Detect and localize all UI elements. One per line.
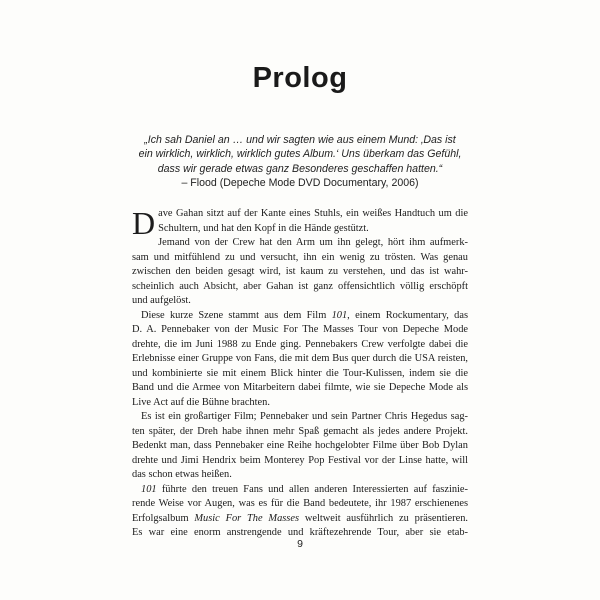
- text-line: Es ist ein großartiger Film; Pennebaker und sein Partner Chris Hegedus sag-: [141, 411, 468, 422]
- epigraph: [120, 133, 480, 191]
- film-title: 101: [141, 483, 157, 495]
- text-line: drehte und Jimi Hendrix beim Monterey Pop Festival vor der Linse hatte, will: [132, 454, 468, 466]
- paragraph: [132, 483, 468, 541]
- text-line: Schultern, und hat den Kopf in die Hände gestützt.: [158, 222, 369, 234]
- paragraph: [132, 410, 468, 483]
- text-line: Erlebnisse einer Gruppe von Fans, die mit dem Bus quer durch die USA reisten,: [132, 353, 468, 364]
- text-line: Live Act auf die Bühne brachten.: [132, 396, 270, 408]
- text-line: Jemand von der Crew hat den Arm um ihn gelegt, hört ihm aufmerk-: [158, 237, 468, 248]
- text-line: zwischen den beiden gesagt wird, ist kaum zu verstehen, und das ist wahr-: [132, 266, 468, 277]
- text-line: scheinlich auch Absicht, aber Gahan ist ganz offensichtlich völlig erschöpft: [132, 280, 468, 292]
- epigraph-source: – Flood (Depeche Mode DVD Documentary, 2006): [181, 177, 419, 190]
- album-title: Music For The Masses: [194, 512, 300, 524]
- text-line: D. A. Pennebaker von der Music For The Masses Tour von Depeche Mode: [132, 324, 468, 335]
- film-title: 101: [331, 309, 348, 321]
- text-line: [132, 483, 468, 498]
- epigraph-line: dass wir gerade etwas ganz Besonderes geschaffen hatten.“: [157, 162, 443, 175]
- text-line: drehte, die im Juni 1988 zu Ende ging. Pennebakers Crew verfolgte dabei die: [132, 338, 468, 350]
- text-line: [132, 309, 468, 324]
- text-line: und aufgelöst.: [132, 295, 191, 306]
- text-line: Band und die Armee von Mitarbeitern dabei filmte, wie sie Depeche Mode als: [132, 382, 468, 393]
- text-line: das schon etwas heißen.: [132, 469, 232, 480]
- text-line: Bedenkt man, dass Pennebaker eine Reihe hochgelobter Filme über Bob Dylan: [132, 440, 468, 451]
- text-line: rende Weise vor Augen, was es für die Band bedeutete, ihr 1987 erschienenes: [132, 498, 468, 509]
- paragraph: [132, 236, 468, 309]
- text-line: ave Gahan sitzt auf der Kante eines Stuhls, ein weißes Handtuch um die: [158, 208, 468, 219]
- text-line: sam und mitfühlend zu und versucht, ihn ein wenig zu trösten. Was genau: [132, 251, 468, 263]
- drop-cap: D: [132, 205, 156, 241]
- paragraph: [132, 205, 468, 241]
- page-number: 9: [297, 538, 303, 550]
- text-run: weltweit ausführlich zu präsentieren.: [299, 512, 468, 524]
- text-run: Erfolgsalbum: [132, 512, 195, 524]
- text-run: führte den treuen Fans und allen anderen Interessierten auf faszinie-: [156, 483, 468, 495]
- text-run: Diese kurze Szene stammt aus dem Film: [141, 309, 332, 321]
- text-run: , einem Rockumentary, das: [347, 309, 468, 321]
- text-line: Es war eine enorm anstrengende und kräftezehrende Tour, aber sie etab-: [132, 527, 468, 538]
- paragraph: [132, 309, 468, 411]
- epigraph-line: ein wirklich, wirklich, wirklich gutes Album.‘ Uns überkam das Gefühl,: [138, 148, 462, 161]
- text-line: [132, 512, 468, 527]
- chapter-title: Prolog: [252, 62, 348, 94]
- text-line: und kombinierte sie mit einem Blick hinter die Tour-Kulissen, indem sie die: [132, 367, 468, 379]
- body-text: [132, 207, 468, 541]
- text-line: ten später, der Dreh habe ihnen mehr Spaß gemacht als jedes andere Projekt.: [132, 425, 468, 437]
- epigraph-line: „Ich sah Daniel an … und wir sagten wie aus einem Mund: ‚Das ist: [144, 134, 456, 146]
